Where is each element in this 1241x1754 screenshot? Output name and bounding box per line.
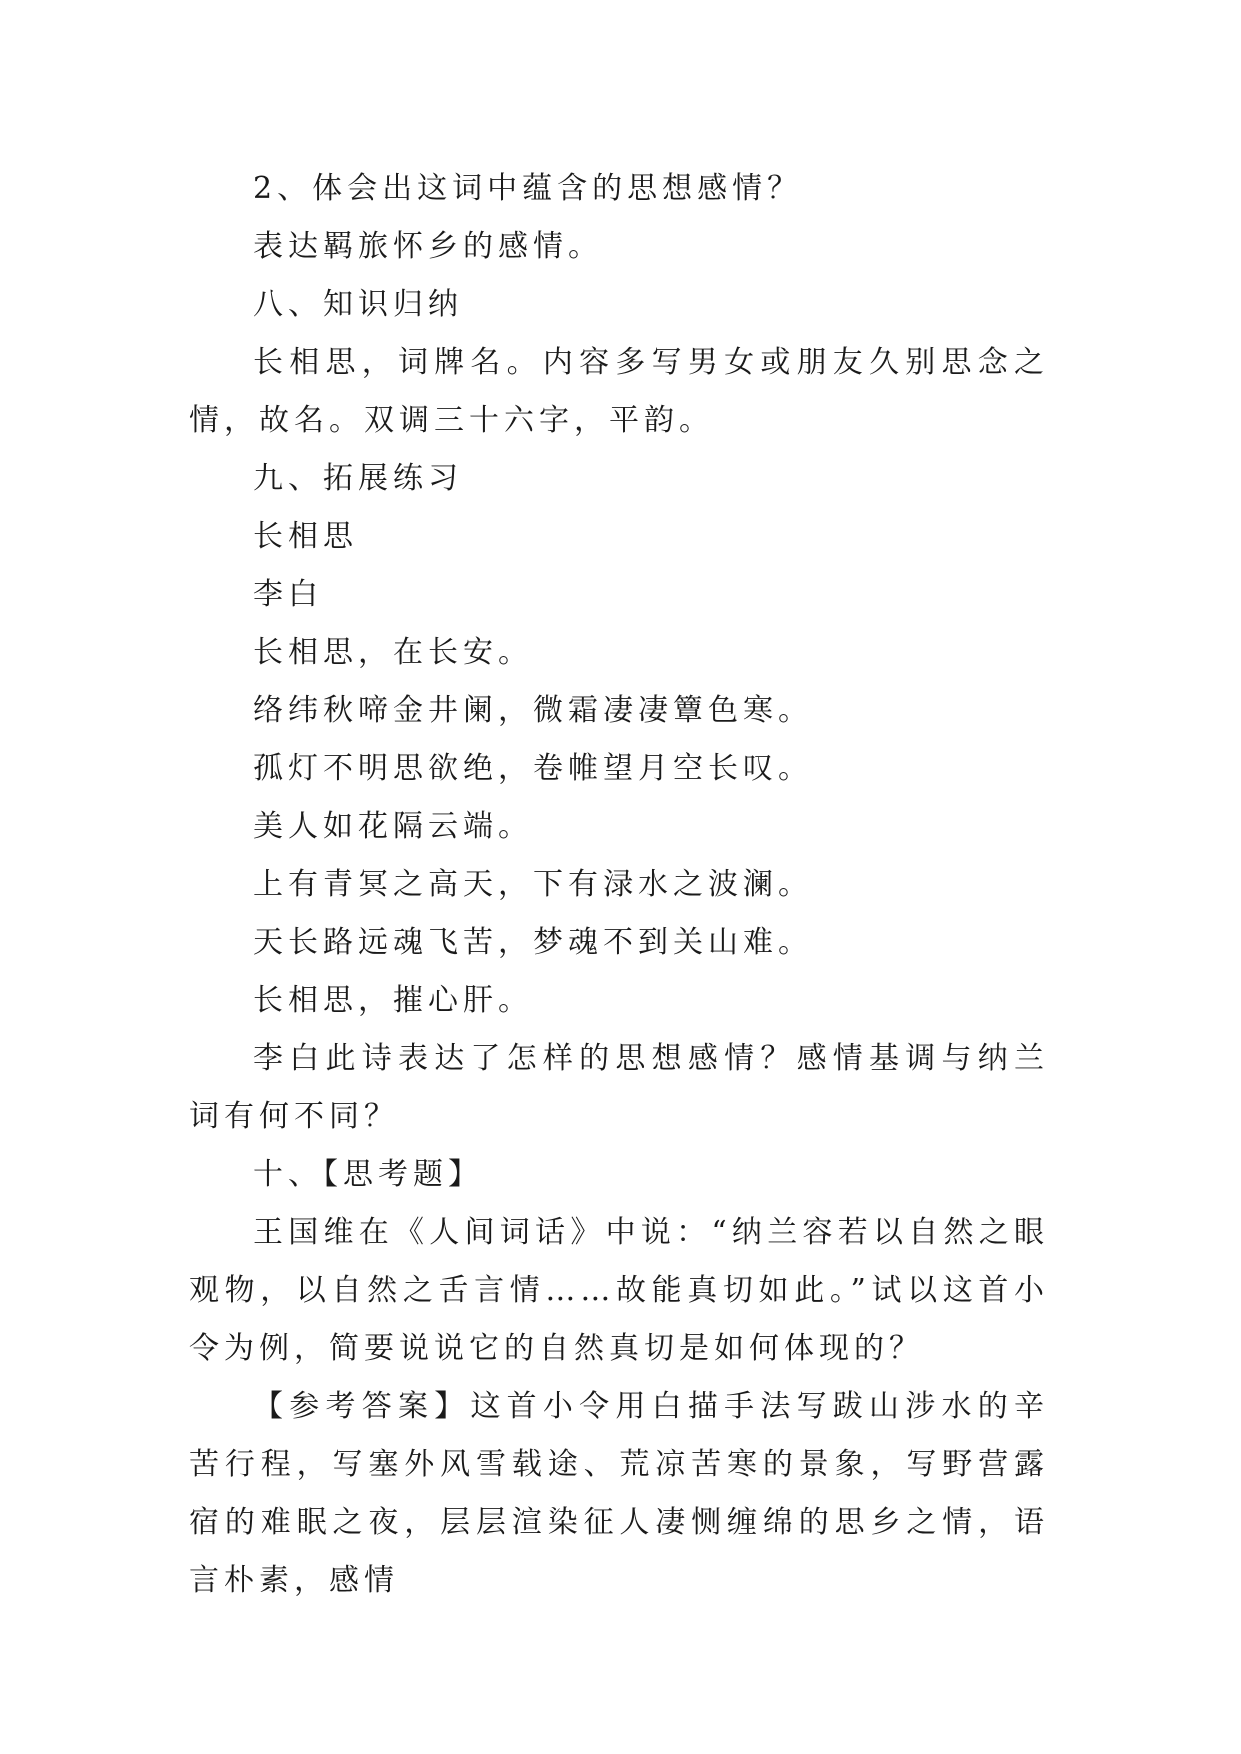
poem-line: 美人如花隔云端。 — [253, 809, 533, 844]
knowledge-summary: 长相思，词牌名。内容多写男女或朋友久别思念之情，故名。双调三十六字，平韵。 — [189, 345, 1049, 438]
poem-line: 天长路远魂飞苦，梦魂不到关山难。 — [253, 925, 813, 960]
poem-author: 李白 — [253, 577, 323, 612]
document-page — [189, 160, 1049, 1610]
poem-line: 孤灯不明思欲绝，卷帷望月空长叹。 — [253, 751, 813, 786]
poem-line: 上有青冥之高天，下有渌水之波澜。 — [253, 867, 813, 902]
question-2: 2、体会出这词中蕴含的思想感情？ — [253, 171, 803, 206]
section-heading-10: 十、【思考题】 — [253, 1157, 483, 1192]
poem-line: 络纬秋啼金井阑，微霜凄凄簟色寒。 — [253, 693, 813, 728]
poem-title: 长相思 — [253, 519, 358, 554]
exercise-question: 李白此诗表达了怎样的思想感情？感情基调与纳兰词有何不同？ — [189, 1041, 1049, 1134]
section-heading-8: 八、知识归纳 — [253, 287, 463, 322]
answer-2: 表达羁旅怀乡的感情。 — [253, 229, 603, 264]
section-heading-9: 九、拓展练习 — [253, 461, 463, 496]
thinking-question: 王国维在《人间词话》中说：“纳兰容若以自然之眼观物，以自然之舌言情……故能真切如此。”试以这首小令为例，简要说说它的自然真切是如何体现的？ — [189, 1215, 1049, 1366]
poem-line: 长相思，摧心肝。 — [253, 983, 533, 1018]
reference-answer: 【参考答案】这首小令用白描手法写跋山涉水的辛苦行程，写塞外风雪载途、荒凉苦寒的景象，写野营露宿的难眠之夜，层层渲染征人凄恻缠绵的思乡之情，语言朴素，感情 — [189, 1389, 1049, 1598]
poem-line: 长相思，在长安。 — [253, 635, 533, 670]
